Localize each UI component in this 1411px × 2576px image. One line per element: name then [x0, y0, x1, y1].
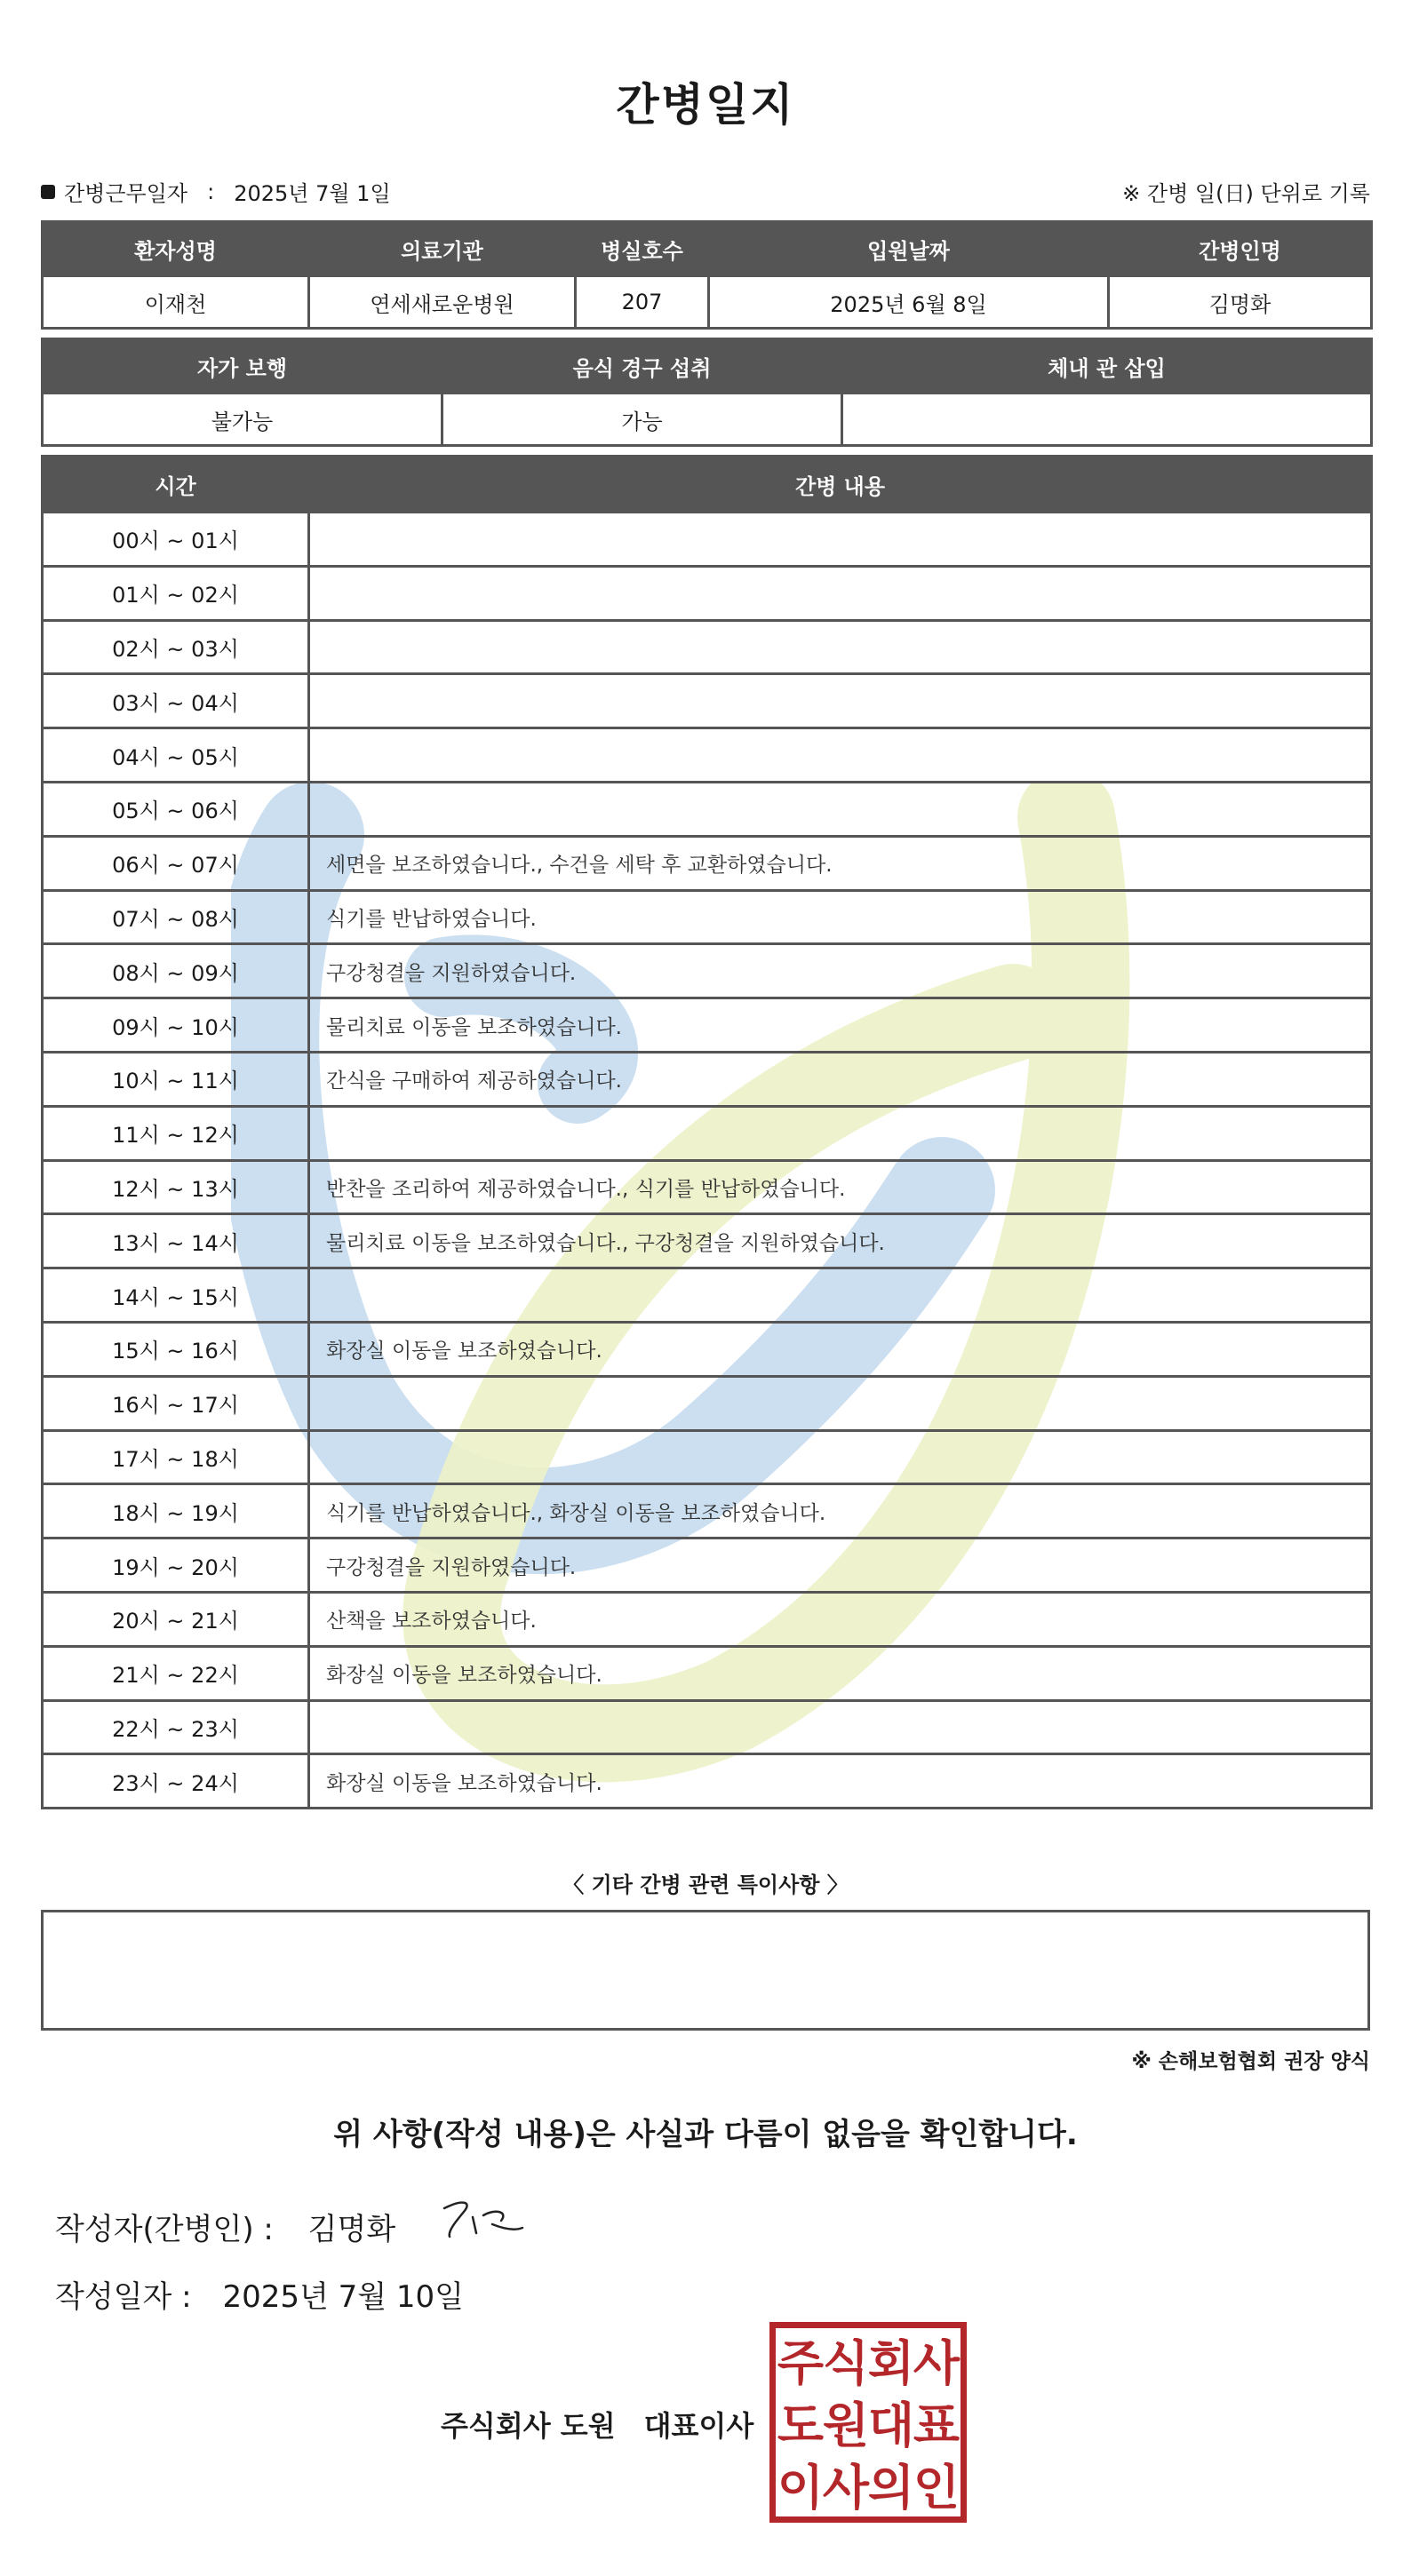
table-row	[43, 513, 1372, 567]
table-row	[43, 1322, 1372, 1376]
company-seal-stamp	[769, 2322, 967, 2523]
time-cell: 03시 ~ 04시	[43, 674, 309, 728]
care-content-cell	[309, 1268, 1372, 1323]
company-signature-line	[441, 2404, 753, 2445]
hospital-header: 의료기관	[309, 222, 576, 276]
care-content-cell	[309, 1376, 1372, 1430]
writer-name: 김명화	[307, 2212, 396, 2247]
walking-value: 불가능	[43, 394, 442, 446]
oral-intake-value: 가능	[442, 394, 842, 446]
time-cell: 15시 ~ 16시	[43, 1322, 309, 1376]
table-row	[43, 1106, 1372, 1160]
table-row	[43, 1592, 1372, 1646]
room-number-value: 207	[576, 276, 709, 329]
written-date-label: 작성일자 :	[55, 2279, 192, 2315]
walking-header: 자가 보행	[43, 339, 442, 394]
care-content-cell: 물리치료 이동을 보조하였습니다.	[309, 998, 1372, 1053]
svg-text:의: 의	[867, 2460, 915, 2516]
table-row	[43, 998, 1372, 1053]
company-title: 대표이사	[643, 2409, 754, 2443]
svg-text:대: 대	[867, 2397, 915, 2453]
table-row	[43, 890, 1372, 944]
work-date-line	[41, 176, 391, 207]
table-row	[43, 944, 1372, 998]
time-cell: 08시 ~ 09시	[43, 944, 309, 998]
svg-text:식: 식	[822, 2335, 870, 2391]
company-name: 주식회사 도원	[441, 2409, 616, 2443]
patient-name-value: 이재천	[43, 276, 309, 329]
hospital-value: 연세새로운병원	[309, 276, 576, 329]
care-log-table	[41, 455, 1373, 1809]
table-row	[43, 1646, 1372, 1700]
care-content-cell	[309, 674, 1372, 728]
patient-name-header: 환자성명	[43, 222, 309, 276]
table-row	[43, 1268, 1372, 1323]
care-content-header: 간병 내용	[309, 457, 1372, 513]
patient-status-value-row	[43, 394, 1372, 446]
care-content-cell: 세면을 보조하였습니다., 수건을 세탁 후 교환하였습니다.	[309, 836, 1372, 890]
page-title: 간병일지	[616, 79, 795, 131]
time-cell: 16시 ~ 17시	[43, 1376, 309, 1430]
care-content-cell: 화장실 이동을 보조하였습니다.	[309, 1322, 1372, 1376]
care-content-cell	[309, 1700, 1372, 1754]
work-date-label: 간병근무일자	[64, 181, 188, 206]
caregiver-name-value: 김명화	[1109, 276, 1372, 329]
care-content-cell: 식기를 반납하였습니다., 화장실 이동을 보조하였습니다.	[309, 1484, 1372, 1538]
care-content-cell	[309, 620, 1372, 674]
table-row	[43, 728, 1372, 783]
table-row	[43, 782, 1372, 836]
care-content-cell: 식기를 반납하였습니다.	[309, 890, 1372, 944]
time-cell: 00시 ~ 01시	[43, 513, 309, 567]
care-content-cell: 화장실 이동을 보조하였습니다.	[309, 1754, 1372, 1809]
care-content-cell: 화장실 이동을 보조하였습니다.	[309, 1646, 1372, 1700]
time-cell: 10시 ~ 11시	[43, 1052, 309, 1106]
svg-text:인: 인	[913, 2460, 961, 2516]
table-row	[43, 1700, 1372, 1754]
time-cell: 19시 ~ 20시	[43, 1538, 309, 1593]
svg-text:도: 도	[777, 2397, 825, 2453]
svg-text:표: 표	[913, 2397, 961, 2453]
time-cell: 06시 ~ 07시	[43, 836, 309, 890]
handwritten-signature	[437, 2192, 544, 2254]
care-content-cell	[309, 1106, 1372, 1160]
time-cell: 23시 ~ 24시	[43, 1754, 309, 1809]
care-content-cell: 반찬을 조리하여 제공하였습니다., 식기를 반납하였습니다.	[309, 1160, 1372, 1214]
writer-label: 작성자(간병인) :	[55, 2212, 274, 2247]
table-row	[43, 1160, 1372, 1214]
table-row	[43, 1484, 1372, 1538]
time-cell: 01시 ~ 02시	[43, 566, 309, 620]
care-content-cell	[309, 566, 1372, 620]
care-content-cell: 물리치료 이동을 보조하였습니다., 구강청결을 지원하였습니다.	[309, 1214, 1372, 1268]
care-content-cell	[309, 782, 1372, 836]
time-cell: 22시 ~ 23시	[43, 1700, 309, 1754]
svg-text:사: 사	[822, 2460, 870, 2516]
table-row	[43, 1376, 1372, 1430]
patient-status-table	[41, 338, 1373, 447]
time-header: 시간	[43, 457, 309, 513]
tube-insertion-header: 체내 관 삽입	[842, 339, 1372, 394]
time-cell: 11시 ~ 12시	[43, 1106, 309, 1160]
patient-info-header-row	[43, 222, 1372, 276]
tube-insertion-value	[842, 394, 1372, 446]
work-date-separator: :	[207, 179, 215, 204]
time-cell: 14시 ~ 15시	[43, 1268, 309, 1323]
room-number-header: 병실호수	[576, 222, 709, 276]
seal-glyphs	[776, 2328, 961, 2516]
caregiver-name-header: 간병인명	[1109, 222, 1372, 276]
care-log-header-row	[43, 457, 1372, 513]
time-cell: 09시 ~ 10시	[43, 998, 309, 1053]
table-row	[43, 1754, 1372, 1809]
time-cell: 04시 ~ 05시	[43, 728, 309, 783]
patient-info-table	[41, 220, 1373, 330]
admission-date-header: 입원날짜	[709, 222, 1109, 276]
oral-intake-header: 음식 경구 섭취	[442, 339, 842, 394]
table-row	[43, 674, 1372, 728]
time-cell: 13시 ~ 14시	[43, 1214, 309, 1268]
table-row	[43, 836, 1372, 890]
time-cell: 20시 ~ 21시	[43, 1592, 309, 1646]
table-row	[43, 1052, 1372, 1106]
care-content-cell: 구강청결을 지원하였습니다.	[309, 944, 1372, 998]
svg-text:이: 이	[777, 2460, 825, 2516]
care-content-cell	[309, 513, 1372, 567]
table-row	[43, 1430, 1372, 1484]
remarks-title: 〈 기타 간병 관련 특이사항 〉	[562, 1872, 849, 1897]
form-note: ※ 손해보험협회 권장 양식	[1131, 2050, 1370, 2073]
time-cell: 07시 ~ 08시	[43, 890, 309, 944]
table-row	[43, 566, 1372, 620]
care-content-cell	[309, 728, 1372, 783]
svg-text:회: 회	[867, 2335, 915, 2391]
time-cell: 12시 ~ 13시	[43, 1160, 309, 1214]
admission-date-value: 2025년 6월 8일	[709, 276, 1109, 329]
written-date-line	[55, 2272, 464, 2316]
time-cell: 17시 ~ 18시	[43, 1430, 309, 1484]
time-cell: 05시 ~ 06시	[43, 782, 309, 836]
writer-line	[55, 2205, 395, 2248]
table-row	[43, 1538, 1372, 1593]
table-row	[43, 620, 1372, 674]
care-content-cell: 산책을 보조하였습니다.	[309, 1592, 1372, 1646]
care-content-cell: 구강청결을 지원하였습니다.	[309, 1538, 1372, 1593]
time-cell: 18시 ~ 19시	[43, 1484, 309, 1538]
unit-note: ※ 간병 일(日) 단위로 기록	[1122, 181, 1370, 206]
care-log-body	[43, 513, 1372, 1809]
patient-status-header-row	[43, 339, 1372, 394]
svg-text:주: 주	[777, 2335, 825, 2391]
confirmation-statement: 위 사항(작성 내용)은 사실과 다름이 없음을 확인합니다.	[333, 2117, 1078, 2152]
written-date-value: 2025년 7월 10일	[222, 2279, 465, 2315]
work-date-value: 2025년 7월 1일	[234, 181, 391, 206]
care-content-cell: 간식을 구매하여 제공하였습니다.	[309, 1052, 1372, 1106]
svg-text:사: 사	[913, 2335, 961, 2391]
time-cell: 02시 ~ 03시	[43, 620, 309, 674]
bullet-square-icon	[41, 185, 55, 199]
patient-info-value-row	[43, 276, 1372, 329]
table-row	[43, 1214, 1372, 1268]
care-content-cell	[309, 1430, 1372, 1484]
time-cell: 21시 ~ 22시	[43, 1646, 309, 1700]
svg-text:원: 원	[822, 2397, 870, 2453]
remarks-box	[41, 1910, 1370, 2031]
